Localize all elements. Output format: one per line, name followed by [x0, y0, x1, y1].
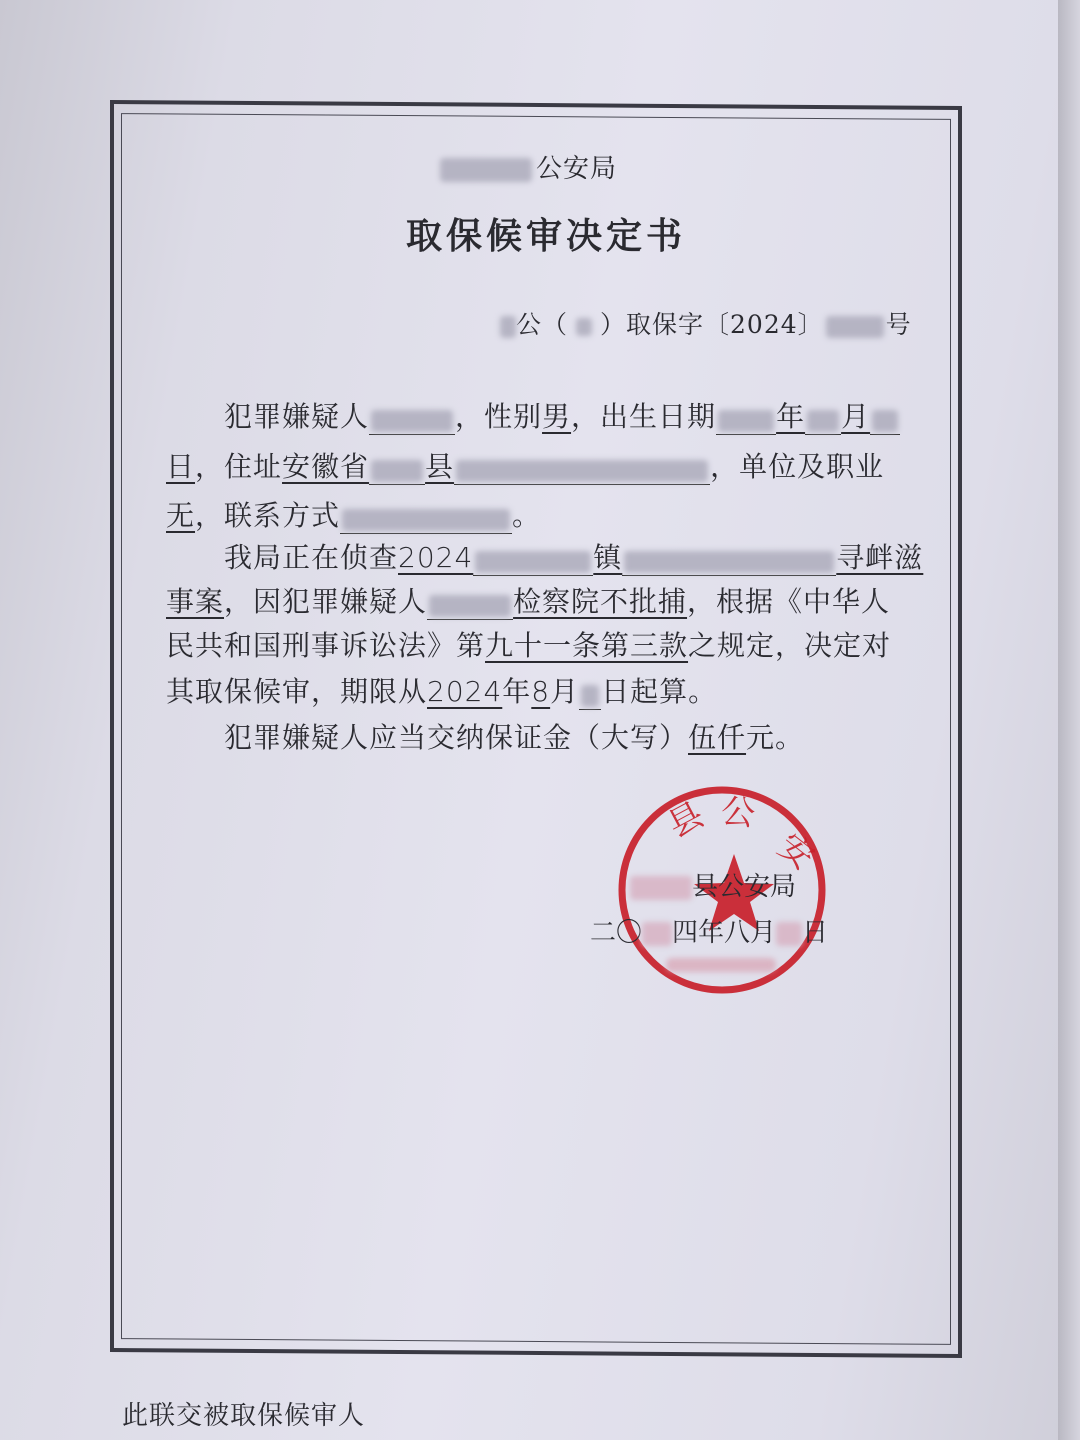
redacted-date-day [776, 922, 802, 946]
redacted-county-sign [630, 876, 692, 900]
redacted-birth-day [870, 404, 900, 435]
p2-line2: 事案，因犯罪嫌疑人 检察院不批捕，根据《中华人 [166, 585, 891, 618]
redacted-county [369, 454, 425, 485]
redacted-start-day [579, 679, 601, 710]
seal-redacted-code [666, 958, 776, 972]
redacted-birth-month [805, 404, 841, 435]
p2-line4: 其取保候审，期限从2024年8月 日起算。 [166, 675, 718, 708]
seal-text-mid: 公 [719, 793, 757, 834]
seal-text-right: 安 [771, 827, 821, 878]
paper-edge [1058, 0, 1080, 1440]
issuer-header [440, 148, 617, 185]
redacted-birth-year [716, 404, 776, 435]
document-title: 取保候审决定书 [406, 216, 687, 257]
p1-line2: 日，住址安徽省 县 ，单位及职业 [166, 450, 885, 483]
footer-note: 此联交被取保候审人 [122, 1401, 366, 1431]
signature-date: 二〇 四年八月 日 [590, 918, 829, 948]
redacted-suspect-name-2 [427, 589, 513, 620]
redacted-address [454, 454, 710, 485]
document-number: 公（ ）取保字〔2024〕 号 [500, 305, 912, 341]
gender-value: 男 [542, 400, 572, 433]
p1-line3: 无，联系方式 。 [166, 499, 542, 532]
redacted-suspect-name [369, 404, 455, 435]
bail-amount: 伍仟 [688, 721, 747, 754]
issuer-suffix: 公安局 [536, 154, 618, 184]
redacted-serial [826, 316, 884, 338]
p1-line1: 犯罪嫌疑人 ，性别男，出生日期 年 月 [224, 395, 900, 435]
redacted-case-date [473, 545, 593, 576]
p2-line1: 我局正在侦查2024 镇 寻衅滋 [224, 541, 924, 574]
address-province: 安徽省 [282, 450, 370, 483]
redacted-date-year [642, 922, 672, 946]
redacted-prefix [500, 316, 516, 338]
redacted-case-name [622, 545, 836, 576]
signature-org: 县公安局 [630, 866, 796, 903]
redacted-code [576, 318, 592, 336]
legal-article: 九十一条第三款 [485, 629, 689, 662]
redacted-phone [340, 503, 512, 534]
p3-line1: 犯罪嫌疑人应当交纳保证金（大写）伍仟元。 [224, 721, 805, 754]
job-value: 无 [166, 499, 196, 532]
seal-text-left: 县 [662, 796, 710, 846]
p2-line3: 民共和国刑事诉讼法》第九十一条第三款之规定，决定对 [166, 629, 892, 662]
redacted-county-name [440, 158, 532, 182]
